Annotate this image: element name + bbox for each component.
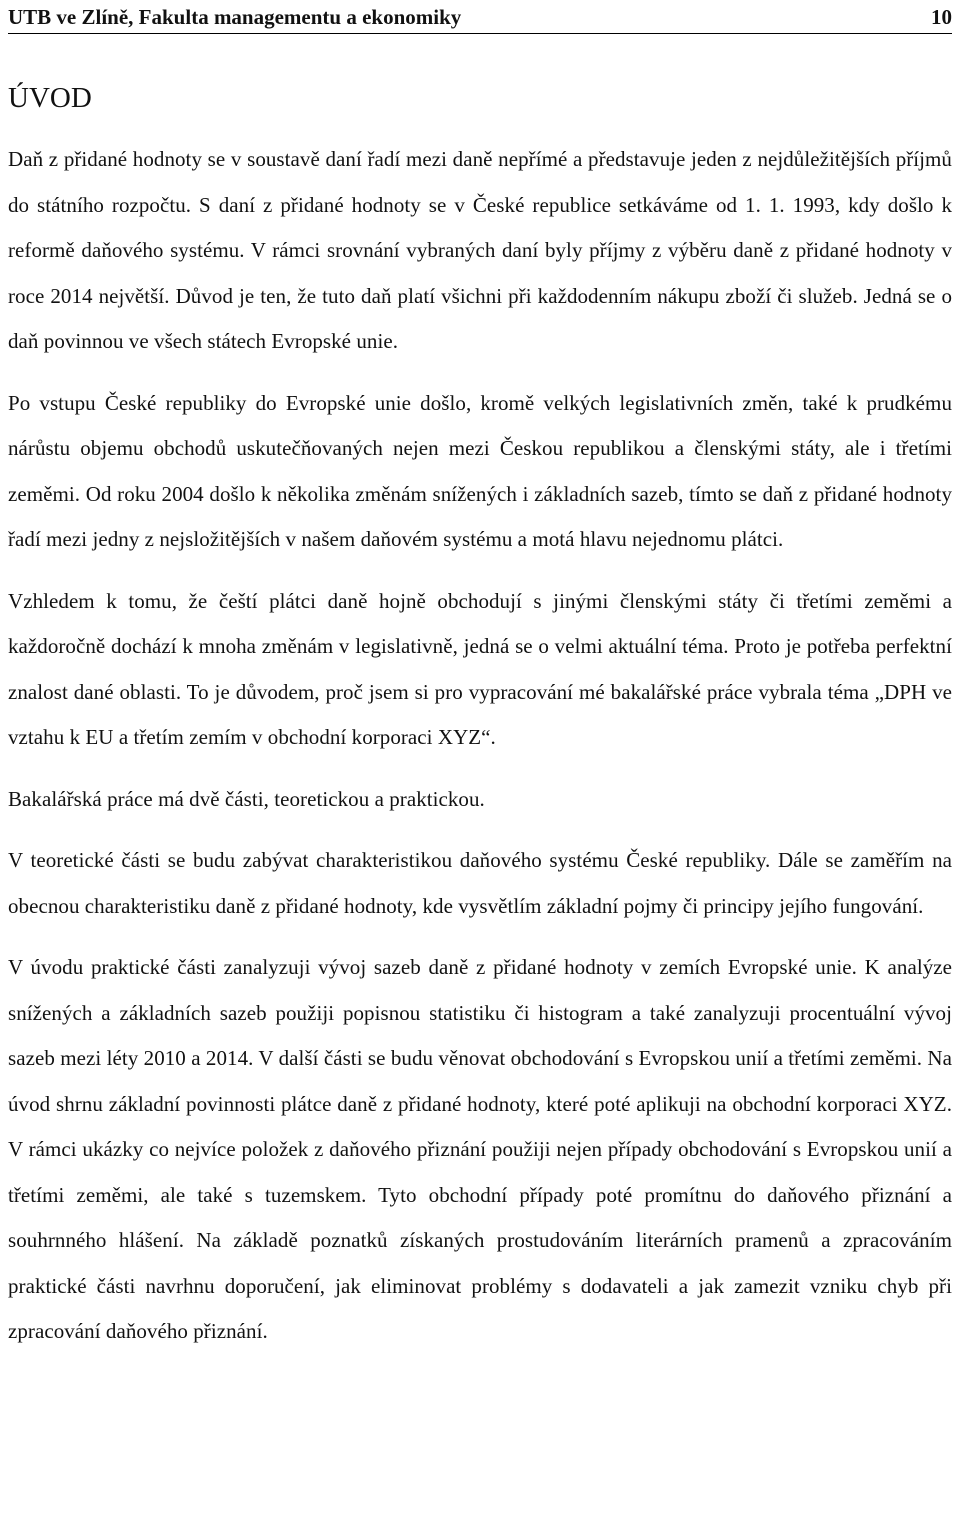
header-divider xyxy=(8,33,952,34)
body-text xyxy=(8,137,952,1355)
paragraph: Bakalářská práce má dvě části, teoretickou a praktickou. xyxy=(8,786,485,811)
paragraph: V úvodu praktické části zanalyzuji vývoj sazeb daně z přidané hodnoty v zemích Evropské unie. K analýze snížených a základních sazeb použiji popisnou statistiku či histogram a také zanalyzuji procentuální vývoj sazeb mezi léty 2010 a 2014. V další části se budu věnovat obchodování s Evropskou unií a třetími zeměmi. Na úvod shrnu základní povinnosti plátce daně z přidané hodnoty, které poté aplikuji na obchodní korporaci XYZ. V rámci ukázky co nejvíce položek z daňového přiznání použiji nejen případy obchodování s Evropskou unií a třetími zeměmi, ale také s tuzemskem. Tyto obchodní případy poté promítnu do daňového přiznání a souhrnného hlášení. Na základě poznatků získaných prostudováním literárních pramenů a zpracováním praktické části navrhnu doporučení, jak eliminovat problémy s dodavateli a jak zamezit vzniku chyb při zpracování daňového přiznání. xyxy=(8,955,952,1343)
running-header xyxy=(8,0,952,30)
header-page-number: 10 xyxy=(931,5,952,29)
paragraph: V teoretické části se budu zabývat charakteristikou daňového systému České republiky. Dále se zaměřím na obecnou charakteristiku daně z přidané hodnoty, kde vysvětlím základní pojmy či principy jejího fungování. xyxy=(8,848,952,918)
paragraph: Vzhledem k tomu, že čeští plátci daně hojně obchodují s jinými členskými státy či třetími zeměmi a každoročně dochází k mnoha změnám v legislativně, jedná se o velmi aktuální téma. Proto je potřeba perfektní znalost dané oblasti. To je důvodem, proč jsem si pro vypracování mé bakalářské práce vybrala téma „DPH ve vztahu k EU a třetím zemím v obchodní korporaci XYZ“. xyxy=(8,588,952,749)
header-institution: UTB ve Zlíně, Fakulta managementu a ekonomiky xyxy=(8,5,462,29)
chapter-title: ÚVOD xyxy=(8,82,92,114)
paragraph: Daň z přidané hodnoty se v soustavě daní řadí mezi daně nepřímé a představuje jeden z nejdůležitějších příjmů do státního rozpočtu. S daní z přidané hodnoty se v České republice setkáváme od 1. 1. 1993, kdy došlo k reformě daňového systému. V rámci srovnání vybraných daní byly příjmy z výběru daně z přidané hodnoty v roce 2014 největší. Důvod je ten, že tuto daň platí všichni při každodenním nákupu zboží či služeb. Jedná se o daň povinnou ve všech státech Evropské unie. xyxy=(8,147,952,353)
paragraph: Po vstupu České republiky do Evropské unie došlo, kromě velkých legislativních změn, také k prudkému nárůstu objemu obchodů uskutečňovaných nejen mezi Českou republikou a členskými státy, ale i třetími zeměmi. Od roku 2004 došlo k několika změnám snížených i základních sazeb, tímto se daň z přidané hodnoty řadí mezi jedny z nejsložitějších v našem daňovém systému a motá hlavu nejednomu plátci. xyxy=(8,390,952,551)
